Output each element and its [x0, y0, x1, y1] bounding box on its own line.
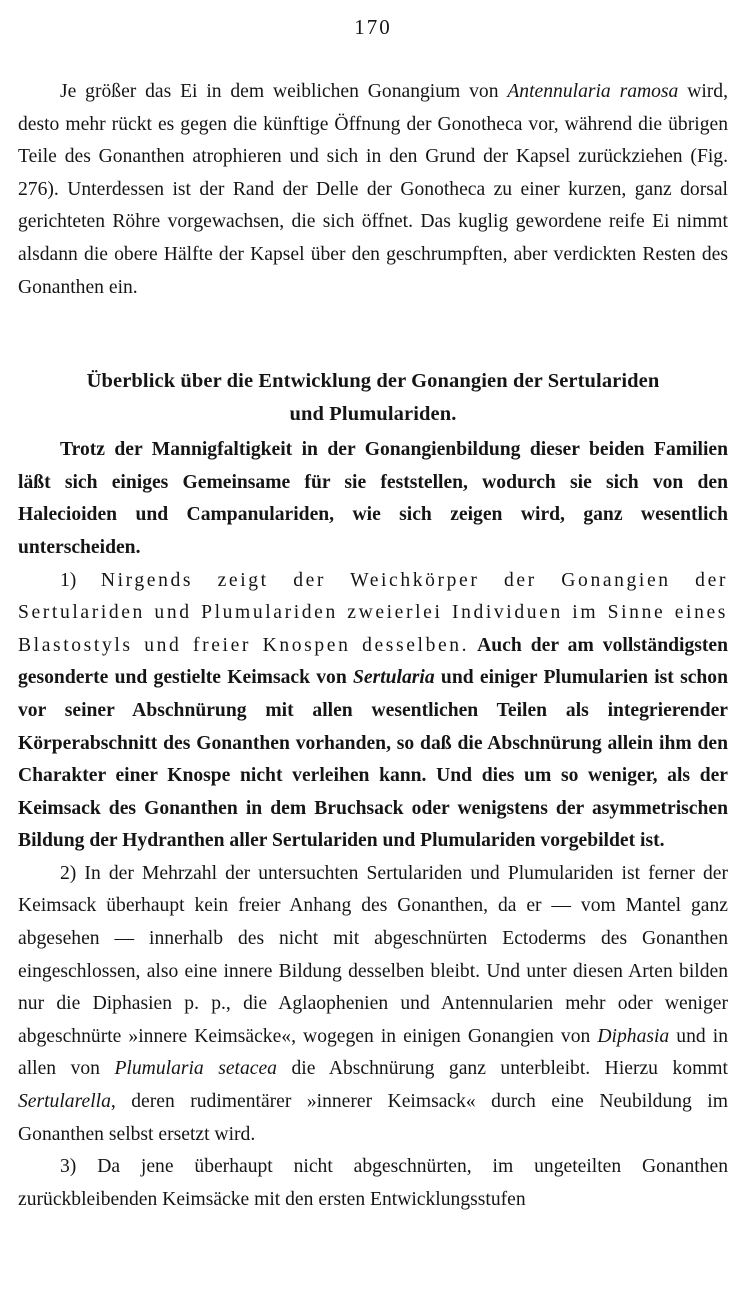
spaced-emphasis: Nirgends zeigt der Weichkörper der Gonangien der Sertulariden und Plumulariden zweierlei Individuen im Sinne eines Blastostyls und freier Knospen desselben. — [18, 569, 728, 656]
point-1-text: und einiger Plumularien ist schon vor seiner Abschnürung mit allen wesentlichen Teilen als integrierender Körperabschnitt des Gonanthen vorhanden, so daß die Abschnürung allein ihm den Charakter einer Knospe nicht verleihen kann. Und dies um so weniger, als der Keimsack des Gonanthen in dem Bruchsack oder wenigstens der asymmetrischen Bildung der Hydranthen aller Sertulariden und Plumulariden vorgebildet ist. — [18, 667, 729, 852]
heading-line-1: Überblick über die Entwicklung der Gonangien der Sertulariden — [86, 370, 660, 393]
page — [18, 14, 728, 1216]
intro-text: wird, desto mehr rückt es gegen die künftige Öffnung der Gonotheca vor, während die übrigen Teile des Gonanthen atrophieren und sich in den Grund der Kapsel zurückziehen (Fig. 276). Unterdessen ist der Rand der Delle der Gonotheca zu einer kurzen, ganz dorsal gerichteten Röhre vorgewachsen, die sich öffnet. Das kuglig gewordene reife Ei nimmt alsdann die obere Hälfte der Kapsel über den geschrumpften, aber verdickten Resten des Gonanthen ein. — [18, 81, 729, 298]
point-2-paragraph — [18, 858, 728, 1151]
summary-paragraph — [18, 434, 728, 564]
point-3-text: Da jene überhaupt nicht abgeschnürten, im ungeteilten Gonanthen zurückbleibenden Keimsäcke mit den ersten Entwicklungsstufen — [18, 1156, 728, 1210]
intro-text: Je größer das Ei in dem weiblichen Gonangium von — [60, 81, 508, 102]
genus-name: Diphasia — [597, 1025, 670, 1047]
genus-name: Sertularia — [353, 667, 435, 689]
intro-paragraph — [18, 76, 728, 304]
point-2-text: , deren rudimentärer »innerer Keimsack« durch eine Neubildung im Gonanthen selbst ersetzt wird. — [18, 1091, 728, 1145]
point-1-paragraph — [18, 565, 728, 858]
point-3-paragraph — [18, 1151, 728, 1216]
point-number: 3) — [60, 1156, 77, 1178]
point-number: 2) — [60, 862, 77, 884]
section-heading — [18, 365, 728, 431]
point-2-text: In der Mehrzahl der untersuchten Sertulariden und Plumulariden ist ferner der Keimsack überhaupt kein freier Anhang des Gonanthen, da er — vom Mantel ganz abgesehen — innerhalb des nicht mit abgeschnürten Ectoderms des Gonanthen eingeschlossen, also eine innere Bildung desselben bleibt. Und unter diesen Arten bilden nur die Diphasien p. p., die Aglaophenien und Antennularien mehr oder weniger abgeschnürte »innere Keimsäcke«, wogegen in einigen Gonangien von — [18, 862, 728, 1047]
point-number: 1) — [60, 569, 77, 591]
species-name: Antennularia ramosa — [507, 81, 679, 102]
point-1-text: Auch der am vollständigsten gesonderte und gestielte Keimsack von — [18, 634, 728, 689]
species-name: Plumularia setacea — [114, 1058, 277, 1080]
genus-name: Sertularella — [18, 1091, 111, 1113]
point-2-text: und in allen von — [18, 1025, 728, 1080]
point-2-text: die Abschnürung ganz unterbleibt. Hierzu kommt — [276, 1058, 728, 1080]
heading-line-2: und Plumulariden. — [289, 403, 457, 426]
summary-text: Trotz der Mannigfaltigkeit in der Gonangienbildung dieser beiden Familien läßt sich einiges Gemeinsame für sie feststellen, wodurch sie sich von den Halecioiden und Campanulariden, wie sich zeigen wird, ganz wesentlich unterscheiden. — [18, 439, 728, 558]
page-number: 170 — [354, 15, 392, 39]
